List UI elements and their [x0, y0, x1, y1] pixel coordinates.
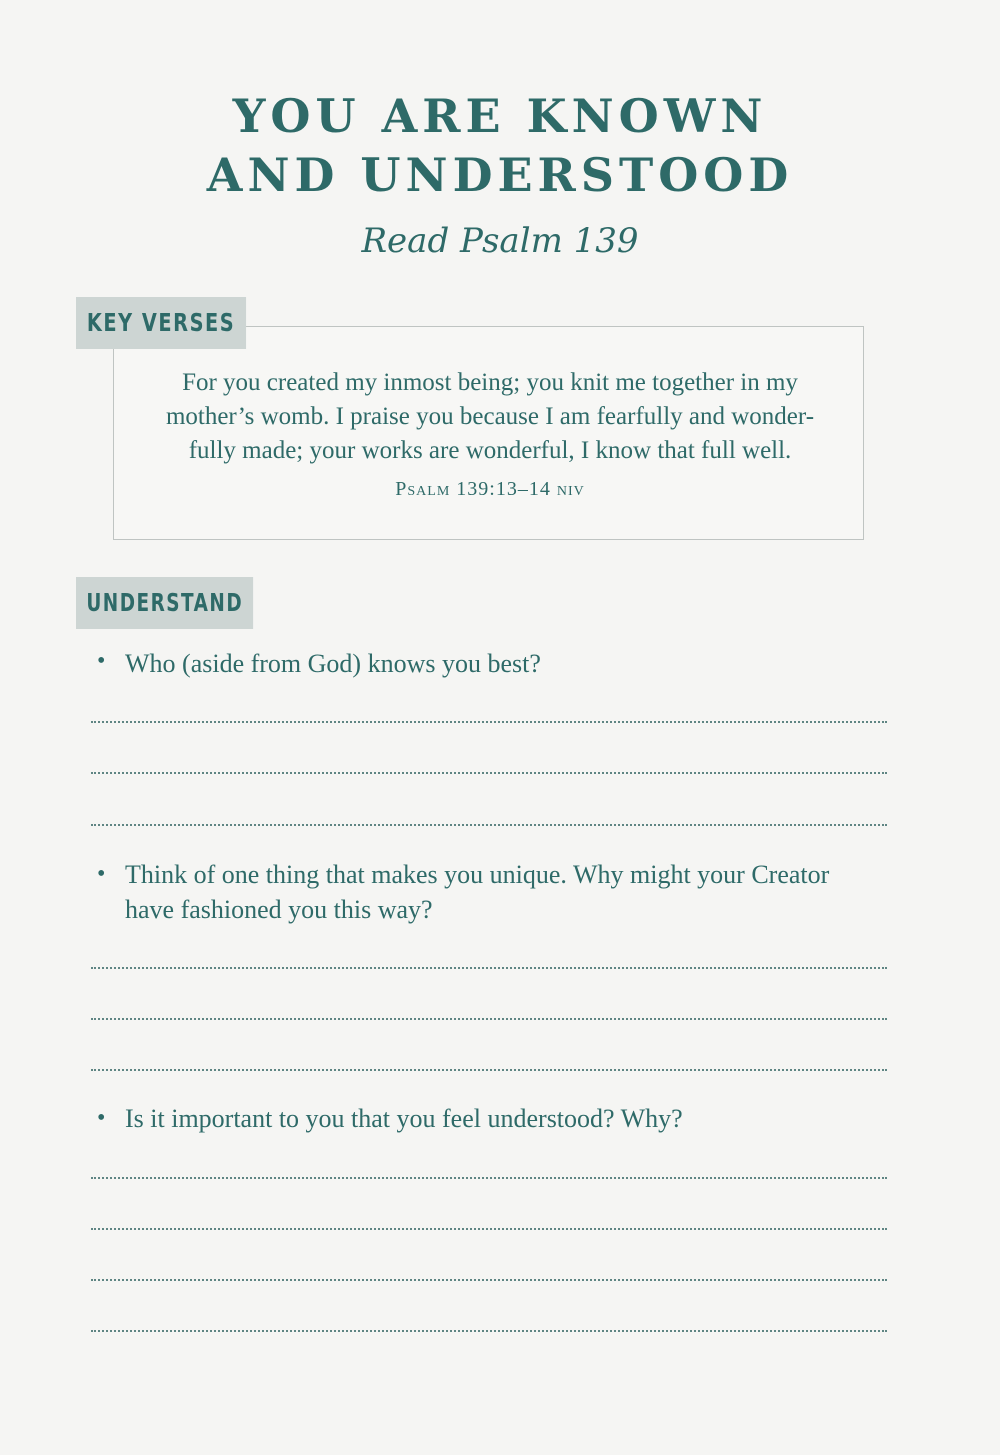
question-line: Think of one thing that makes you unique. Why might your Creator [125, 860, 830, 889]
key-verses-label: KEY VERSES [76, 297, 246, 349]
understand-label: UNDERSTAND [76, 577, 253, 629]
verse-line: mother’s womb. I praise you because I am fearfully and wonder- [165, 403, 815, 430]
answer-line[interactable] [91, 1069, 887, 1071]
answer-line[interactable] [91, 1279, 887, 1281]
question-line: have fashioned you this way? [125, 895, 433, 924]
verse-citation: Psalm 139:13–14 niv [395, 478, 585, 500]
bullet-icon: • [97, 861, 106, 887]
verse-line: fully made; your works are wonderful, I know that full well. [188, 437, 792, 464]
page-subtitle: Read Psalm 139 [361, 221, 639, 261]
question-1 [125, 646, 900, 681]
page-title-line-1: YOU ARE KNOWN [232, 89, 768, 143]
answer-line[interactable] [91, 824, 887, 826]
question-line: Who (aside from God) knows you best? [125, 649, 541, 678]
answer-line[interactable] [91, 772, 887, 774]
question-2 [125, 857, 900, 927]
answer-line[interactable] [91, 967, 887, 969]
bullet-icon: • [97, 1105, 106, 1131]
answer-line[interactable] [91, 1330, 887, 1332]
bullet-icon: • [97, 648, 106, 674]
page-title-line-2: AND UNDERSTOOD [206, 148, 794, 202]
key-verses-text [120, 366, 860, 468]
answer-line[interactable] [91, 721, 887, 723]
answer-line[interactable] [91, 1228, 887, 1230]
answer-line[interactable] [91, 1018, 887, 1020]
question-3 [125, 1101, 900, 1136]
question-line: Is it important to you that you feel understood? Why? [125, 1104, 683, 1133]
answer-line[interactable] [91, 1177, 887, 1179]
verse-line: For you created my inmost being; you knit me together in my [182, 369, 798, 396]
